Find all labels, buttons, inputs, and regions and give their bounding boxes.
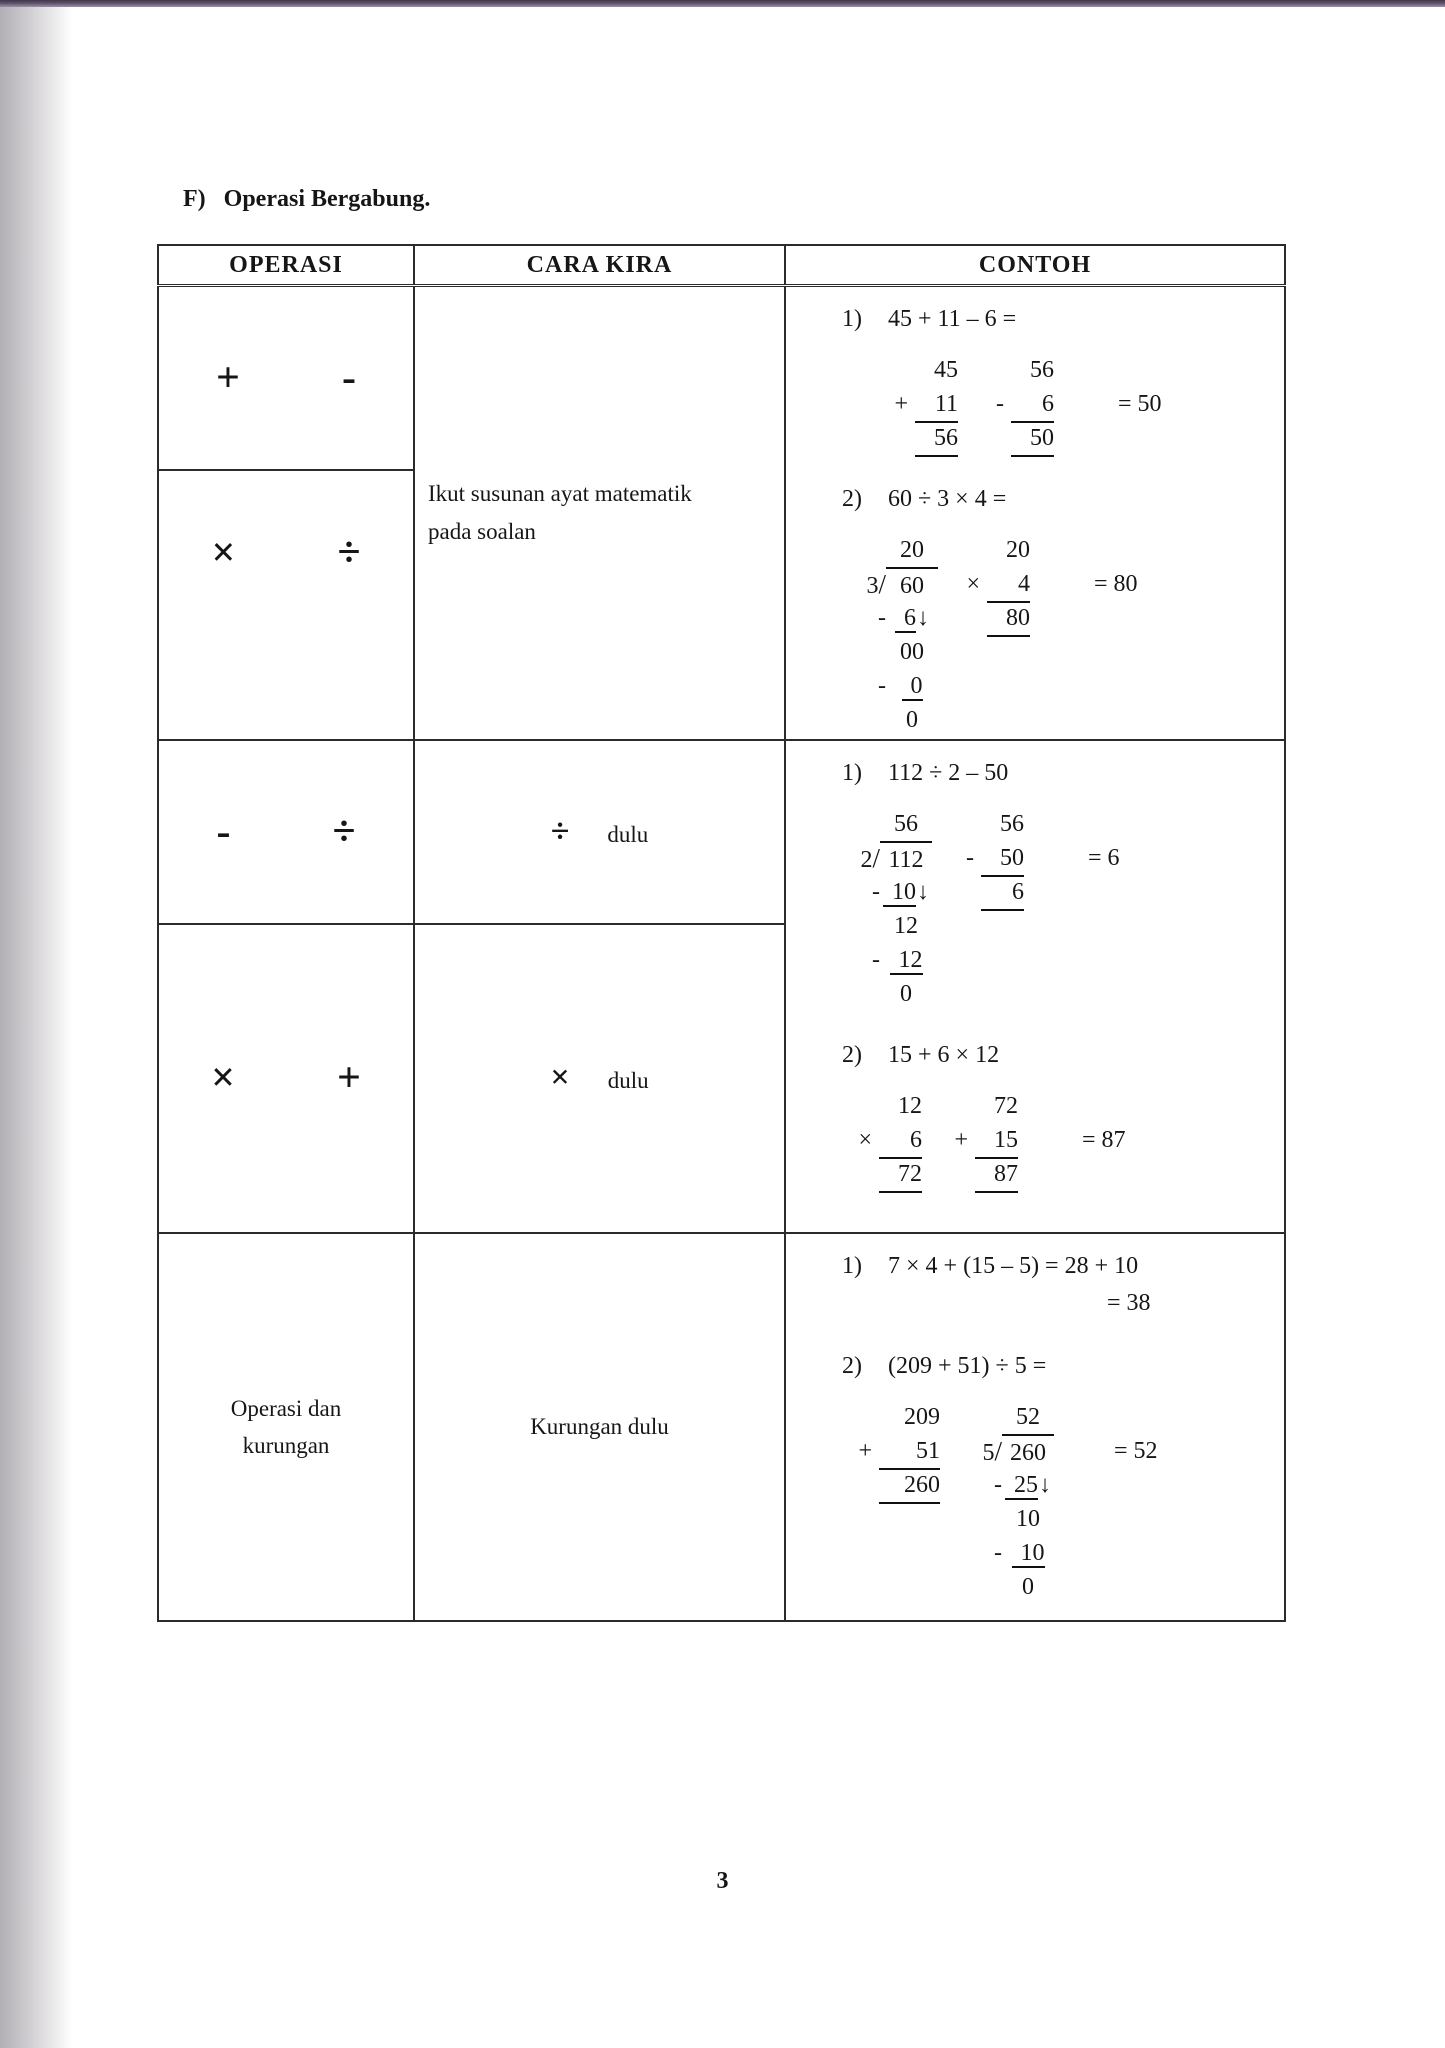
example-label: 1) [842,759,862,786]
product: 72 [879,1157,922,1193]
operations-table [157,244,1286,1622]
minus-sign: - [996,391,1004,417]
contoh-cell-group2 [785,740,1285,1233]
division-step: 10 [883,879,916,907]
sum: 87 [975,1157,1018,1193]
subtrahend: 6 [1011,387,1054,423]
times-sign: × [966,571,980,597]
minus-sign: - [872,946,880,973]
example-result-line: = 38 [1107,1289,1151,1316]
example-label: 1) [842,1252,862,1279]
quotient: 52 [1016,1403,1040,1430]
header-cara-kira: CARA KIRA [414,245,785,286]
cara-kira-cell-kurungan-dulu [414,1233,785,1621]
division-step: 6 [895,605,916,633]
column-addition [892,353,958,455]
contoh-cell-group3 [785,1233,1285,1621]
table-row [158,1233,1285,1621]
section-letter: F) [183,186,206,212]
example-expression: 7 × 4 + (15 – 5) = 28 + 10 [888,1252,1139,1279]
minus-sign: - [966,844,974,871]
cara-text: Kurungan dulu [530,1413,669,1439]
addend: 45 [934,357,958,383]
divide-icon: ÷ [337,529,361,576]
product: 80 [987,601,1030,637]
cara-text-line2: pada soalan [428,518,536,544]
section-title [183,186,430,213]
example-1 [842,755,1284,1011]
operasi-cell-times-divide [158,470,414,740]
division-step: 0 [902,673,923,701]
addend: 11 [915,387,958,423]
times-sign: × [858,1126,872,1153]
minuend: 56 [1000,810,1024,837]
division-step: 25 [1005,1472,1038,1500]
example-label: 2) [842,1352,862,1379]
division-bracket: / [872,842,880,873]
cara-kira-cell-times-dulu [414,924,785,1233]
divide-icon: ÷ [550,812,570,850]
division-bracket: / [878,569,886,599]
bring-down-arrow-icon: ↓ [917,878,929,905]
example-expression: 45 + 11 – 6 = [888,306,1017,332]
operasi-cell-kurungan [158,1233,414,1621]
sum: 56 [915,421,958,457]
header-operasi: OPERASI [158,245,414,286]
cara-kira-cell-divide-dulu [414,740,785,924]
factor: 20 [1006,537,1030,563]
operasi-cell-plus-minus [158,286,414,470]
example-2 [842,1348,1284,1604]
plus-sign: + [954,1126,968,1153]
addend: 15 [975,1123,1018,1159]
top-border-bar [0,0,1445,7]
left-scan-shadow [0,7,72,2048]
example-1 [842,301,1284,455]
column-multiplication [856,1089,922,1191]
column-multiplication [964,533,1030,635]
column-addition [856,1400,940,1502]
long-division [854,533,938,737]
cara-kira-cell-ikut-susunan [414,286,785,740]
long-division [848,807,932,1011]
divisor: 5 [982,1439,995,1466]
operasi-cell-times-plus [158,924,414,1233]
plus-icon: + [216,354,240,401]
dividend: 112 [880,841,932,877]
bring-down-arrow-icon: ↓ [917,605,929,631]
addend: 72 [994,1092,1018,1119]
addend: 51 [879,1434,940,1470]
dividend: 260 [1002,1434,1054,1470]
multiply-icon: × [211,529,236,576]
remainder: 0 [906,707,918,733]
divisor: 3 [866,573,879,599]
example-result: = 50 [1118,391,1162,417]
minus-sign: - [994,1539,1002,1566]
page-number: 3 [716,1868,729,1894]
example-label: 1) [842,306,862,332]
plus-sign: + [894,391,908,417]
factor: 6 [879,1123,922,1159]
minus-sign: - [872,878,880,905]
table-header-row [158,245,1285,286]
quotient: 56 [894,810,918,837]
subtrahend: 50 [981,841,1024,877]
divide-icon: ÷ [332,808,356,855]
difference: 50 [1011,421,1054,457]
division-step: 10 [1012,1540,1045,1568]
division-step: 12 [890,947,923,975]
example-2 [842,1037,1284,1191]
column-subtraction [958,807,1024,909]
factor: 12 [898,1092,922,1119]
division-step: 10 [1016,1505,1040,1532]
long-division [970,1400,1054,1604]
contoh-cell-group1 [785,286,1285,740]
column-addition [952,1089,1018,1191]
example-result: = 52 [1114,1437,1158,1464]
dividend: 60 [886,567,938,603]
example-expression: 112 ÷ 2 – 50 [888,759,1009,786]
cara-word: dulu [607,821,649,847]
operasi-text-line1: Operasi dan [230,1395,342,1421]
cara-word: dulu [607,1068,649,1093]
example-1 [842,1248,1284,1322]
operasi-cell-minus-divide [158,740,414,924]
division-step: 12 [894,912,918,939]
example-expression: (209 + 51) ÷ 5 = [888,1352,1047,1379]
quotient: 20 [900,537,924,563]
table-row [158,740,1285,924]
header-contoh: CONTOH [785,245,1285,286]
minus-sign: - [878,605,886,631]
minus-sign: - [994,1471,1002,1498]
minus-icon: - [216,808,231,855]
table-row [158,286,1285,470]
divisor: 2 [860,846,873,873]
division-bracket: / [994,1435,1002,1466]
plus-icon: + [337,1055,361,1101]
example-expression: 60 ÷ 3 × 4 = [888,486,1007,512]
cara-text-line1: Ikut susunan ayat matematik [428,480,692,506]
column-subtraction [988,353,1054,455]
example-result: = 6 [1088,844,1120,871]
remainder: 0 [900,980,912,1007]
minus-sign: - [878,673,886,699]
bring-down-arrow-icon: ↓ [1039,1471,1051,1498]
example-label: 2) [842,486,862,512]
division-step: 00 [900,639,924,665]
section-title-text: Operasi Bergabung. [223,186,431,212]
minuend: 56 [1030,357,1054,383]
minus-icon: - [341,354,356,401]
example-result: = 80 [1094,571,1138,597]
factor: 4 [987,567,1030,603]
difference: 6 [981,875,1024,911]
sum: 260 [879,1468,940,1504]
addend: 209 [904,1403,940,1430]
multiply-icon: × [211,1055,235,1101]
example-label: 2) [842,1041,862,1068]
example-2 [842,481,1284,737]
plus-sign: + [858,1437,872,1464]
remainder: 0 [1022,1573,1034,1600]
operasi-text-line2: kurungan [242,1432,330,1458]
example-result: = 87 [1082,1126,1126,1153]
example-expression: 15 + 6 × 12 [888,1041,1000,1068]
multiply-icon: × [550,1059,570,1096]
